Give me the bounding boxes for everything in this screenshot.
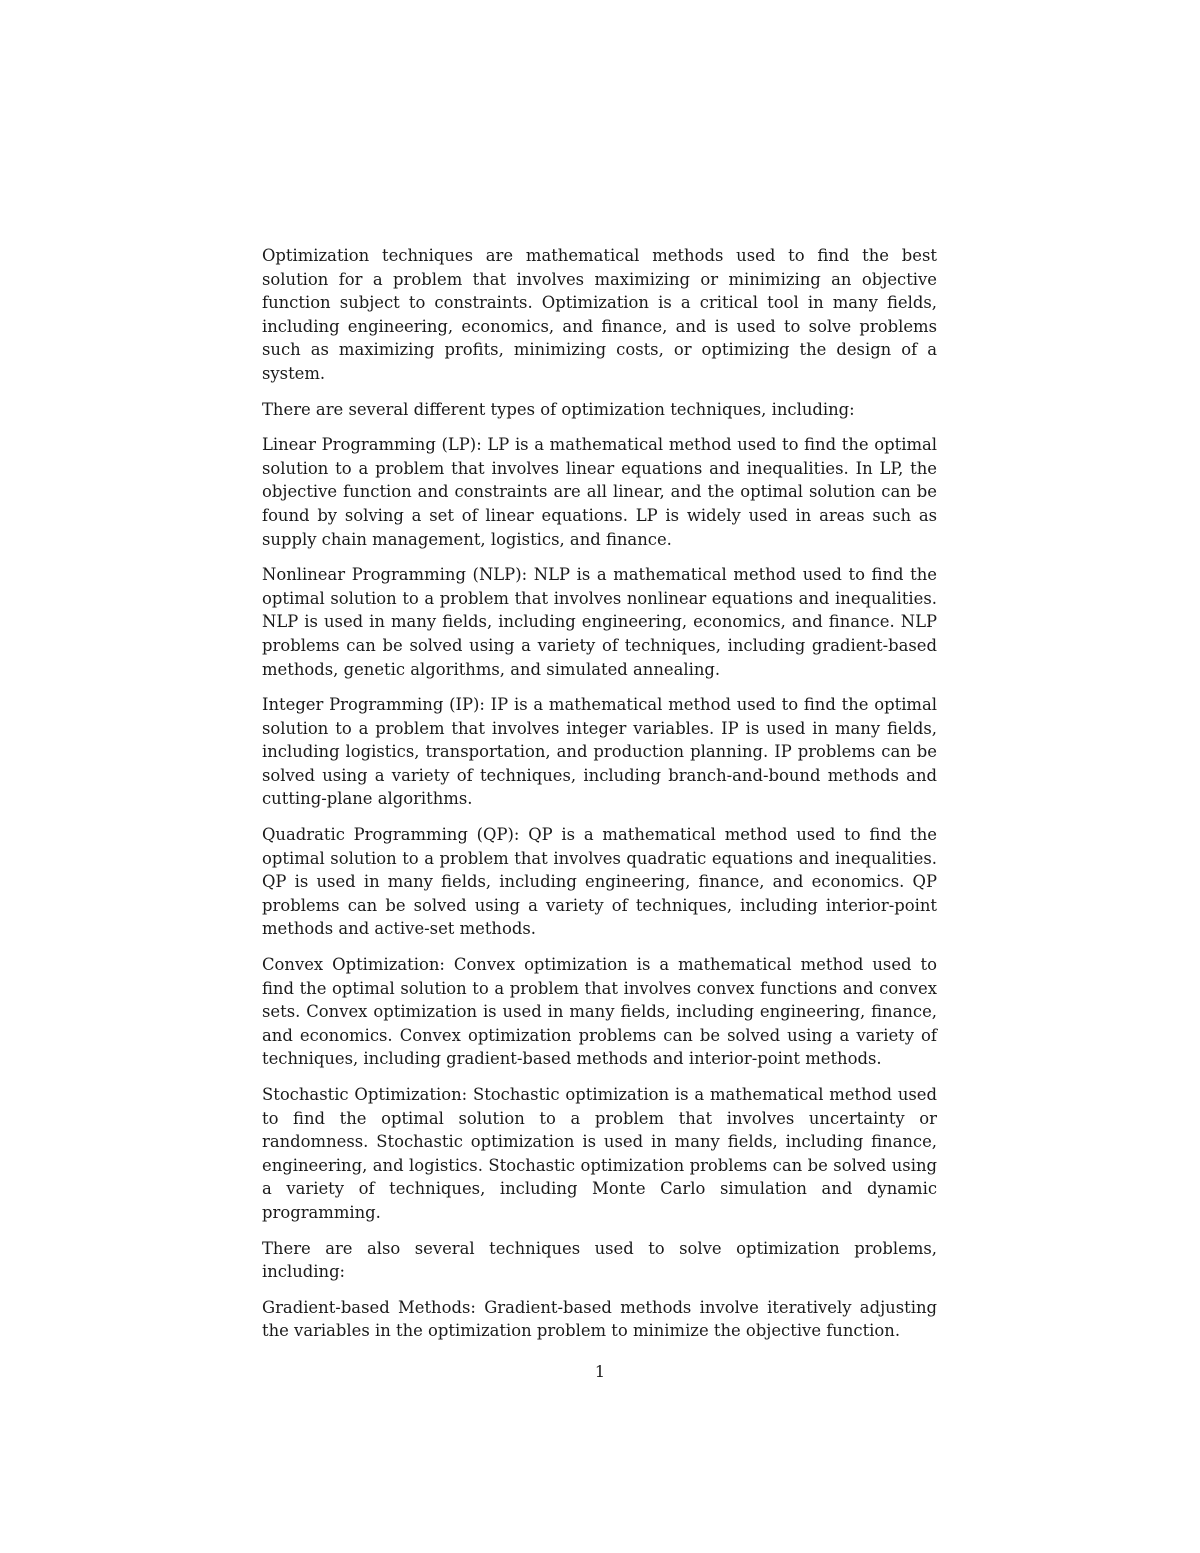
paragraph-types-lead: There are several different types of optimization techniques, including:: [262, 399, 855, 419]
paragraph-linear-programming: Linear Programming (LP): LP is a mathematical method used to find the optimal solution to a problem that involves linear equations and inequalities. In LP, the objective function and constraints are all linear, and the optimal solution can be found by solving a set of linear equations. LP is widely used in areas such as supply chain management, logistics, and finance.: [262, 435, 937, 549]
body-text: [262, 244, 937, 1355]
paragraph-intro: Optimization techniques are mathematical methods used to find the best solution for a problem that involves maximizing or minimizing an objective function subject to constraints. Optimization is a critical tool in many fields, including engineering, economics, and finance, and is used to solve problems such as maximizing profits, minimizing costs, or optimizing the design of a system.: [262, 246, 937, 383]
paragraph-integer-programming: Integer Programming (IP): IP is a mathematical method used to find the optimal solution to a problem that involves integer variables. IP is used in many fields, including logistics, transportation, and production planning. IP problems can be solved using a variety of techniques, including branch-and-bound methods and cutting-plane algorithms.: [262, 695, 937, 809]
paragraph-nonlinear-programming: Nonlinear Programming (NLP): NLP is a mathematical method used to find the optimal solution to a problem that involves nonlinear equations and inequalities. NLP is used in many fields, including engineering, economics, and finance. NLP problems can be solved using a variety of techniques, including gradient-based methods, genetic algorithms, and simulated annealing.: [262, 565, 937, 679]
paragraph-techniques-lead: There are also several techniques used to solve optimization problems, including:: [262, 1238, 937, 1282]
paragraph-gradient-methods: Gradient-based Methods: Gradient-based methods involve iteratively adjusting the variables in the optimization problem to minimize the objective function.: [262, 1297, 937, 1341]
paragraph-convex-optimization: Convex Optimization: Convex optimization is a mathematical method used to find the optimal solution to a problem that involves convex functions and convex sets. Convex optimization is used in many fields, including engineering, finance, and economics. Convex optimization problems can be solved using a variety of techniques, including gradient-based methods and interior-point methods.: [262, 955, 937, 1069]
paragraph-quadratic-programming: Quadratic Programming (QP): QP is a mathematical method used to find the optimal solution to a problem that involves quadratic equations and inequalities. QP is used in many fields, including engineering, finance, and economics. QP problems can be solved using a variety of techniques, including interior-point methods and active-set methods.: [262, 825, 937, 939]
paragraph-stochastic-optimization: Stochastic Optimization: Stochastic optimization is a mathematical method used to find the optimal solution to a problem that involves uncertainty or randomness. Stochastic optimization is used in many fields, including finance, engineering, and logistics. Stochastic optimization problems can be solved using a variety of techniques, including Monte Carlo simulation and dynamic programming.: [262, 1085, 937, 1222]
page-number: 1: [594, 1362, 606, 1381]
